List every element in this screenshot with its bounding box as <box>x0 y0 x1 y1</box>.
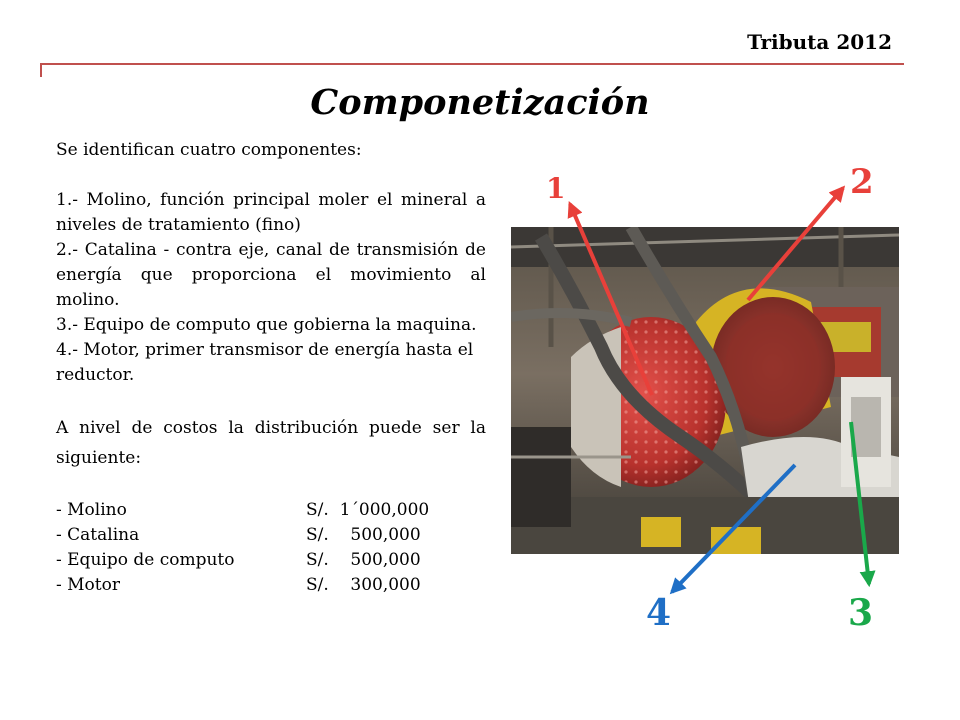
slide-title: Componetización <box>310 82 650 123</box>
intro-text: Se identifican cuatro componentes: <box>56 140 362 160</box>
label-3: 3 <box>848 592 874 634</box>
cost-value: S/. 500,000 <box>306 550 421 570</box>
cost-name: - Molino <box>56 500 127 520</box>
cost-value: S/. 500,000 <box>306 525 421 545</box>
label-1: 1 <box>546 172 566 205</box>
label-4: 4 <box>646 592 672 634</box>
cost-intro-text: A nivel de costos la distribución puede ser la siguiente: <box>56 418 486 468</box>
cost-value: S/. 1´000,000 <box>306 500 430 520</box>
arrow-1 <box>570 204 652 395</box>
arrow-3 <box>851 422 869 584</box>
arrow-2 <box>748 188 843 300</box>
label-2: 2 <box>850 162 874 202</box>
component-item: 3.- Equipo de computo que gobierna la maquina. <box>56 315 477 335</box>
cost-value: S/. 300,000 <box>306 575 421 595</box>
brand-label: Tributa 2012 <box>747 30 892 54</box>
cost-name: - Catalina <box>56 525 140 545</box>
component-item: 2.- Catalina - contra eje, canal de transmisión de energía que proporciona el movimiento al molino. <box>56 240 486 310</box>
cost-name: - Equipo de computo <box>56 550 235 570</box>
component-item: 4.- Motor, primer transmisor de energía hasta el reductor. <box>56 340 474 385</box>
cost-name: - Motor <box>56 575 120 595</box>
arrow-4 <box>672 465 795 592</box>
component-item: 1.- Molino, función principal moler el mineral a niveles de tratamiento (fino) <box>56 190 486 235</box>
